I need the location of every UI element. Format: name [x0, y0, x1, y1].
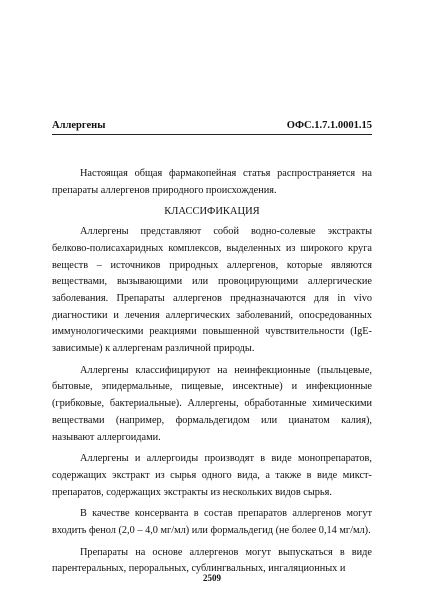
body-paragraph: Аллергены и аллергоиды производят в виде монопрепаратов, содержащих экстракт из сырья одного вида, а также в виде микст-препаратов, содержащих экстракты из нескольких видов сырья. [52, 453, 372, 498]
body-paragraph: Аллергены классифицируют на неинфекционные (пыльцевые, бытовые, эпидермальные, пищевые, инсектные) и инфекционные (грибковые, бактериальные). Аллергены, обработанные химическими веществами (например, формальдегидом или цианатом калия), называют аллергоидами. [52, 364, 372, 443]
intro-paragraph: Настоящая общая фармакопейная статья распространяется на препараты аллергенов природного происхождения. [52, 168, 372, 196]
document-body [52, 166, 372, 583]
section-heading: КЛАССИФИКАЦИЯ [164, 206, 260, 218]
header-title: Аллергены [52, 120, 106, 131]
running-header [52, 120, 372, 135]
body-paragraph: Аллергены представляют собой водно-солевые экстракты белково-полисахаридных комплексов, выделенных из широкого круга веществ – источников природных аллергенов, которые являются веществами, вызывающими или провоцирующими аллергические заболевания. Препараты аллергенов предназначаются для in vivo диагностики и лечения аллергических заболеваний, опосредованных иммунологическими реакциями повышенной чувствительности (IgE-зависимые) к аллергенам различной природы. [52, 226, 372, 355]
page-number: 2509 [203, 573, 221, 583]
body-paragraph: В качестве консерванта в состав препаратов аллергенов могут входить фенол (2,0 – 4,0 мг/мл) или формальдегид (не более 0,14 мг/мл). [52, 508, 372, 537]
body-paragraph: Препараты на основе аллергенов могут выпускаться в виде парентеральных, пероральных, сублингвальных, ингаляционных и [52, 546, 372, 575]
header-code: ОФС.1.7.1.0001.15 [286, 120, 372, 131]
